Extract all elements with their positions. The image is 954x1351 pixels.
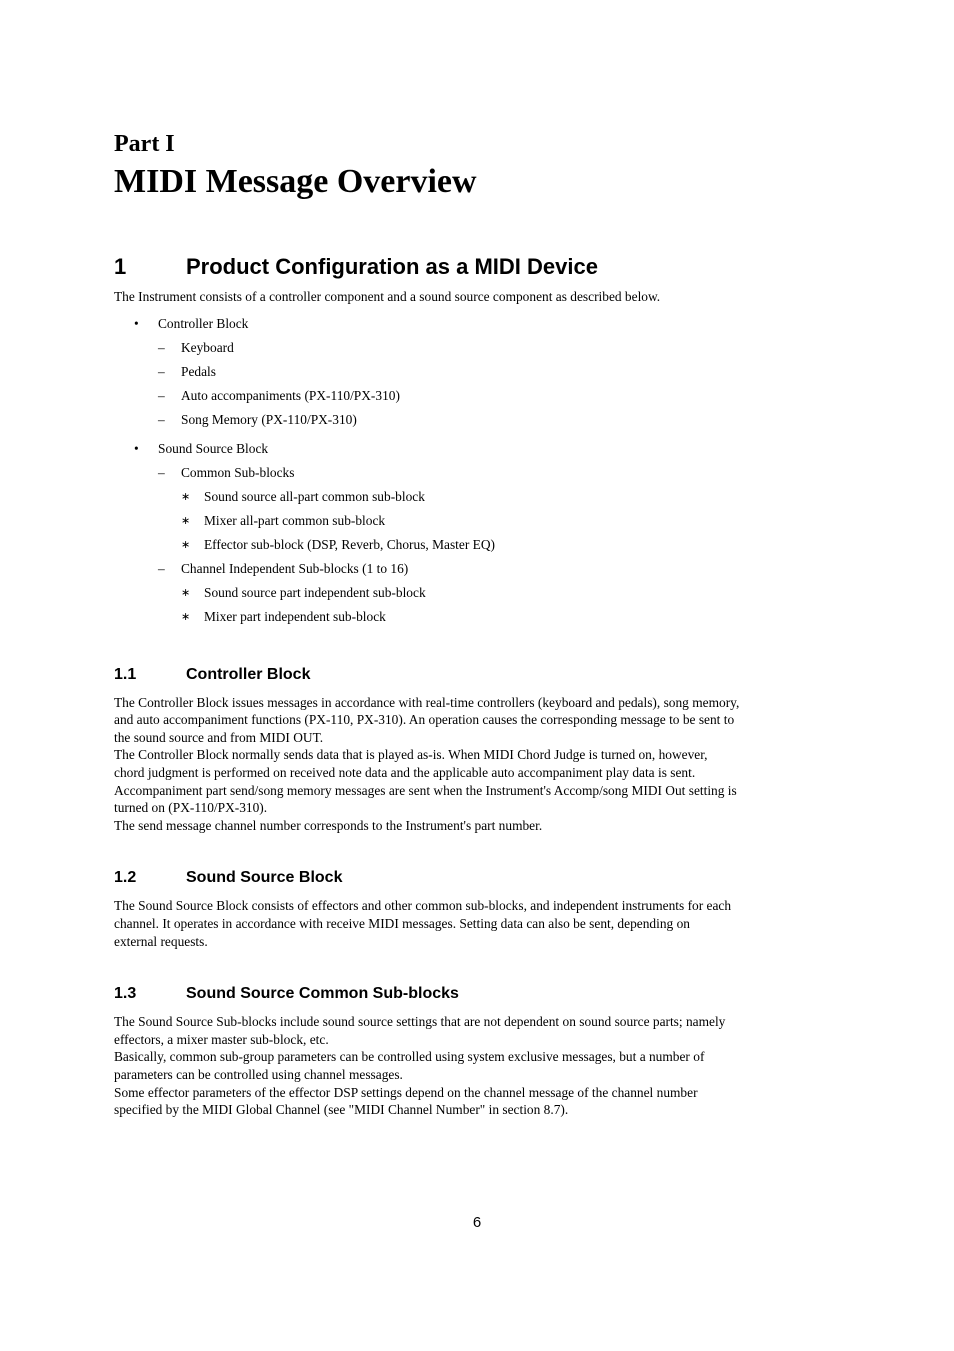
body-line: Accompaniment part send/song memory messages are sent when the Instrument's Accomp/song MIDI Out setting is <box>114 782 737 798</box>
asterisk-icon: ∗ <box>181 610 191 623</box>
bullet-icon: • <box>134 315 139 331</box>
body-line: Basically, common sub-group parameters can be controlled using system exclusive messages, but a number of <box>114 1049 705 1065</box>
item-label: Pedals <box>181 363 216 379</box>
block-list <box>114 312 814 629</box>
body-line: the sound source and from MIDI OUT. <box>114 729 324 745</box>
section-1-1-heading <box>114 665 814 685</box>
list-item <box>181 485 814 509</box>
item-label: Channel Independent Sub-blocks (1 to 16) <box>181 560 409 576</box>
subsublist <box>181 485 814 557</box>
section-1-2-heading <box>114 868 814 888</box>
sublist <box>158 336 814 432</box>
dash-icon: – <box>158 560 165 576</box>
sublist <box>158 461 814 629</box>
dash-icon: – <box>158 464 165 480</box>
section-1-3-heading <box>114 984 814 1004</box>
item-label: Song Memory (PX-110/PX-310) <box>181 411 357 427</box>
list-item <box>114 312 814 432</box>
body-line: specified by the MIDI Global Channel (see "MIDI Channel Number" in section 8.7). <box>114 1102 569 1118</box>
body-line: The Sound Source Sub-blocks include sound source settings that are not dependent on sound source parts; namely <box>114 1014 726 1030</box>
dash-icon: – <box>158 411 165 427</box>
section-1-3-body <box>114 1013 814 1119</box>
item-label: Sound source part independent sub-block <box>204 584 426 600</box>
list-item <box>158 557 814 629</box>
body-line: The send message channel number corresponds to the Instrument's part number. <box>114 817 543 833</box>
section-1-intro: The Instrument consists of a controller component and a sound source component as described below. <box>114 289 661 304</box>
block-label: Sound Source Block <box>158 440 269 456</box>
subsublist <box>181 581 814 629</box>
section-number: 1.2 <box>114 869 137 887</box>
body-line: channel. It operates in accordance with receive MIDI messages. Setting data can also be sent, depending on <box>114 915 690 931</box>
list-item <box>158 336 814 360</box>
body-line: Some effector parameters of the effector DSP settings depend on the channel message of the channel number <box>114 1084 698 1100</box>
item-label: Effector sub-block (DSP, Reverb, Chorus, Master EQ) <box>204 536 495 552</box>
section-1-1-body <box>114 694 814 835</box>
section-1-heading <box>114 254 814 280</box>
body-line: turned on (PX-110/PX-310). <box>114 800 268 816</box>
asterisk-icon: ∗ <box>181 586 191 599</box>
section-number: 1.3 <box>114 985 137 1003</box>
body-line: The Controller Block issues messages in accordance with real-time controllers (keyboard and pedals), song memory, <box>114 694 740 710</box>
bullet-icon: • <box>134 440 139 456</box>
section-1-2-body <box>114 897 814 950</box>
list-item <box>158 461 814 557</box>
body-line: The Controller Block normally sends data that is played as-is. When MIDI Chord Judge is turned on, however, <box>114 747 708 763</box>
list-item <box>181 605 814 629</box>
section-title: Product Configuration as a MIDI Device <box>186 254 598 279</box>
part-title: MIDI Message Overview <box>114 163 477 200</box>
list-item <box>158 360 814 384</box>
dash-icon: – <box>158 339 165 355</box>
list-item <box>181 509 814 533</box>
body-line: The Sound Source Block consists of effectors and other common sub-blocks, and independent instruments for each <box>114 898 732 914</box>
section-number: 1 <box>114 254 127 279</box>
body-line: parameters can be controlled using channel messages. <box>114 1066 403 1082</box>
list-item <box>158 384 814 408</box>
dash-icon: – <box>158 387 165 403</box>
body-line: chord judgment is performed on received note data and the applicable auto accompaniment play data is sent. <box>114 764 696 780</box>
section-title: Controller Block <box>186 665 311 683</box>
body-line: external requests. <box>114 933 208 949</box>
part-label: Part I <box>114 131 175 157</box>
asterisk-icon: ∗ <box>181 514 191 527</box>
body-line: effectors, a mixer master sub-block, etc. <box>114 1031 329 1047</box>
section-title: Sound Source Common Sub-blocks <box>186 985 459 1003</box>
section-number: 1.1 <box>114 665 137 683</box>
block-label: Controller Block <box>158 315 249 331</box>
list-item <box>114 437 814 629</box>
item-label: Auto accompaniments (PX-110/PX-310) <box>181 387 400 403</box>
list-item <box>181 581 814 605</box>
list-item <box>181 533 814 557</box>
dash-icon: – <box>158 363 165 379</box>
item-label: Sound source all-part common sub-block <box>204 488 425 504</box>
item-label: Mixer all-part common sub-block <box>204 512 386 528</box>
asterisk-icon: ∗ <box>181 538 191 551</box>
list-item <box>158 408 814 432</box>
body-line: and auto accompaniment functions (PX-110, PX-310). An operation causes the corresponding message to be sent to <box>114 712 735 728</box>
asterisk-icon: ∗ <box>181 490 191 503</box>
page-number: 6 <box>472 1214 482 1231</box>
item-label: Keyboard <box>181 339 234 355</box>
page-content <box>114 130 814 1119</box>
item-label: Common Sub-blocks <box>181 464 295 480</box>
item-label: Mixer part independent sub-block <box>204 608 386 624</box>
section-title: Sound Source Block <box>186 869 343 887</box>
